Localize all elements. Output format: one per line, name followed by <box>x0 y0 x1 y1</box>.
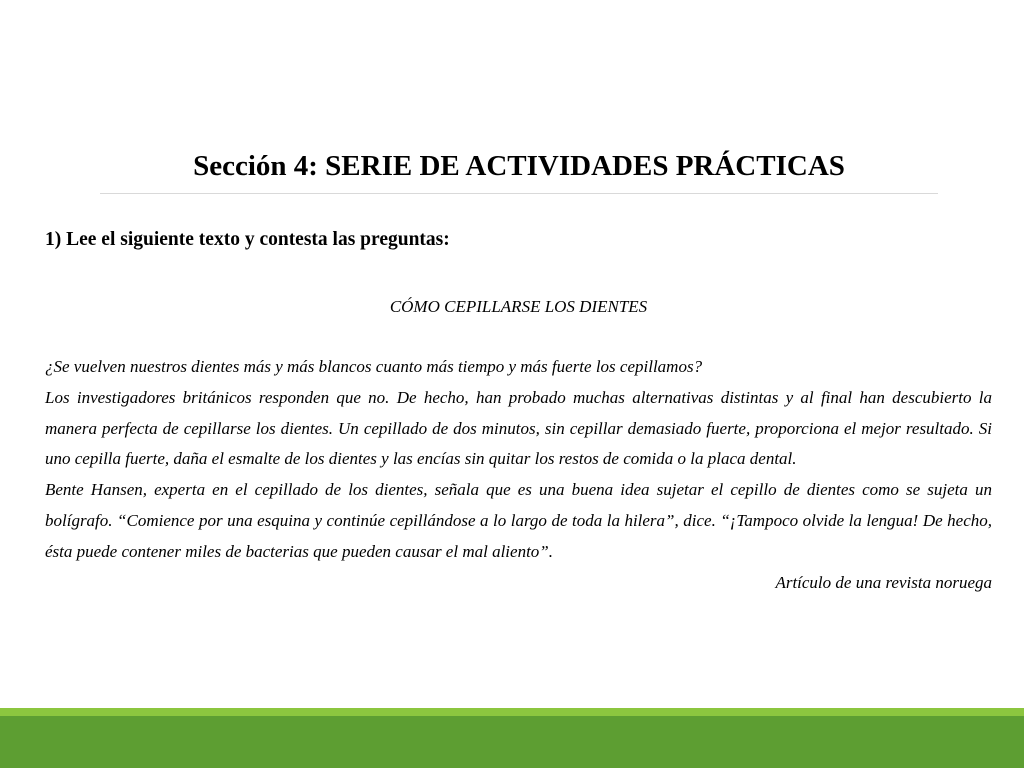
slide-title: Sección 4: SERIE DE ACTIVIDADES PRÁCTICAS <box>193 150 845 182</box>
footer-band <box>0 716 1024 768</box>
article-title: CÓMO CEPILLARSE LOS DIENTES <box>389 297 648 316</box>
article-paragraph-research: Los investigadores británicos responden que no. De hecho, han probado muchas alternativas distintas y al final han descubierto la manera perfecta de cepillarse los dientes. Un cepillado de dos minutos, sin cepillar demasiado fuerte, proporciona el mejor resultado. Si uno cepilla fuerte, daña el esmalte de los dientes y las encías sin quitar los restos de comida o la placa dental. <box>45 387 992 469</box>
article <box>45 292 992 598</box>
article-source: Artículo de una revista noruega <box>775 572 992 592</box>
question-prompt: 1) Lee el siguiente texto y contesta las preguntas: <box>45 229 450 250</box>
article-paragraph-expert: Bente Hansen, experta en el cepillado de los dientes, señala que es una buena idea sujetar el cepillo de dientes como se sujeta un bolígrafo. “Comience por una esquina y continúe cepillándose a lo largo de toda la hilera”, dice. “¡Tampoco olvide la lengua! De hecho, ésta puede contener miles de bacterias que pueden causar el mal aliento”. <box>45 480 992 561</box>
footer-accent-band <box>0 708 1024 716</box>
title-divider <box>100 193 938 194</box>
article-paragraph-question: ¿Se vuelven nuestros dientes más y más blancos cuanto más tiempo y más fuerte los cepillamos? <box>45 357 703 376</box>
